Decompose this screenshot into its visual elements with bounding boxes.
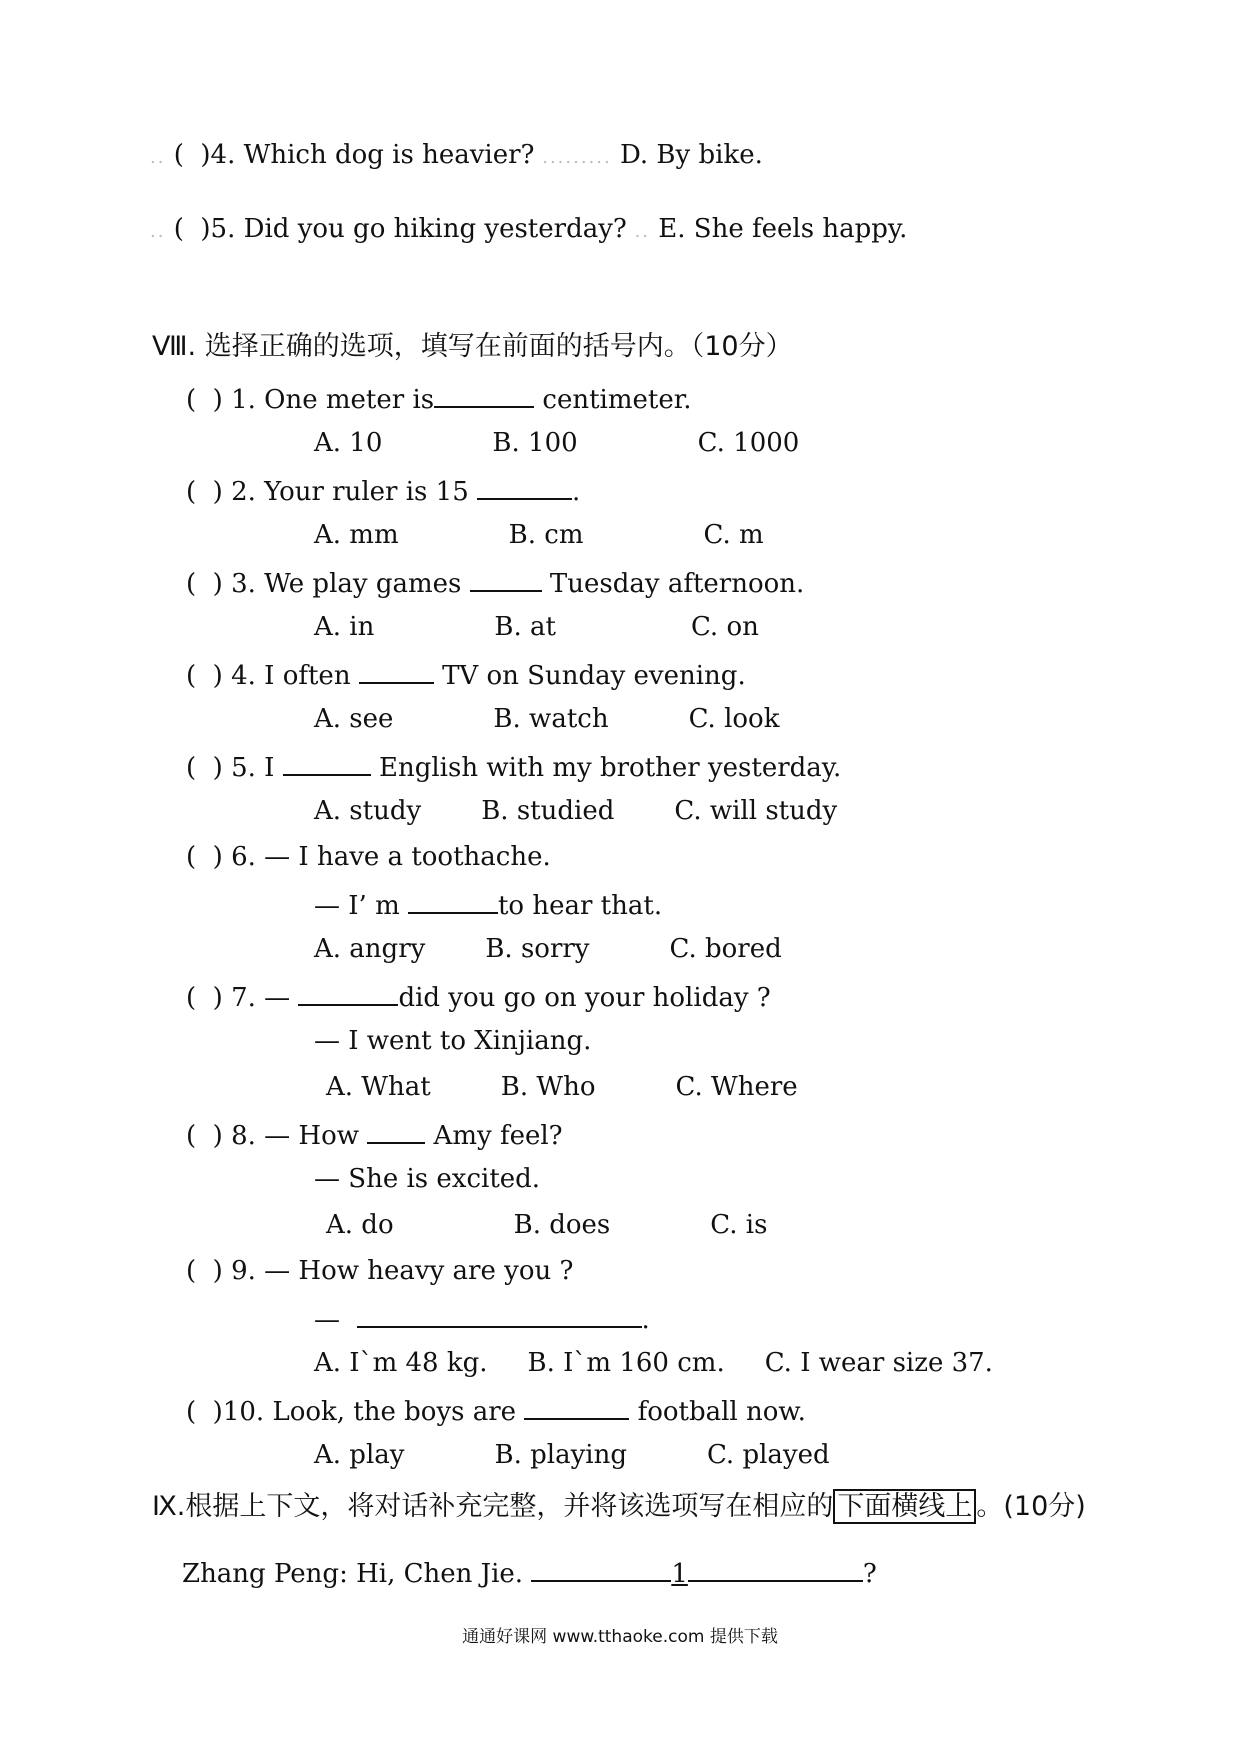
answer-blank[interactable] <box>359 656 434 684</box>
answer-bracket[interactable]: ( ) <box>186 983 223 1013</box>
question-5: ( ) 5. I English with my brother yesterday. <box>186 748 841 785</box>
question-10-options: A. play B. playing C. played <box>314 1440 830 1470</box>
matching-item-5: .. ( )5. Did you go hiking yesterday? .. E. She feels happy. <box>150 214 908 244</box>
question-7-options: A. What B. Who C. Where <box>326 1072 798 1102</box>
question-9-response: — . <box>314 1300 650 1337</box>
question-9-options: A. I`m 48 kg. B. I`m 160 cm. C. I wear size 37. <box>314 1348 993 1378</box>
question-9: ( ) 9. — How heavy are you ? <box>186 1256 574 1286</box>
question-2: ( ) 2. Your ruler is 15 . <box>186 472 580 509</box>
answer-bracket[interactable]: ( ) <box>173 214 211 244</box>
answer-blank[interactable] <box>434 380 534 408</box>
question-10: ( )10. Look, the boys are football now. <box>186 1392 806 1429</box>
question-3: ( ) 3. We play games Tuesday afternoon. <box>186 564 804 601</box>
answer-bracket[interactable]: ( ) <box>186 1121 223 1151</box>
answer-bracket[interactable]: ( ) <box>186 661 223 691</box>
answer-bracket[interactable]: ( ) <box>186 477 223 507</box>
question-8-options: A. do B. does C. is <box>326 1210 768 1240</box>
answer-blank[interactable] <box>470 564 542 592</box>
question-3-options: A. in B. at C. on <box>314 612 759 642</box>
dialog-line-1: Zhang Peng: Hi, Chen Jie. 1 ? <box>182 1554 877 1591</box>
question-2-options: A. mm B. cm C. m <box>314 520 764 550</box>
section-8-heading: Ⅷ. 选择正确的选项，填写在前面的括号内。（10分） <box>152 331 793 362</box>
question-1-options: A. 10 B. 100 C. 1000 <box>314 428 800 458</box>
answer-blank[interactable] <box>524 1392 629 1420</box>
question-7-response: — I went to Xinjiang. <box>314 1026 592 1056</box>
question-5-options: A. study B. studied C. will study <box>314 796 838 826</box>
answer-bracket[interactable]: ( ) <box>186 385 223 415</box>
question-6-response: — I’ m to hear that. <box>314 886 662 923</box>
question-8: ( ) 8. — How Amy feel? <box>186 1116 563 1153</box>
question-7: ( ) 7. — did you go on your holiday ? <box>186 978 771 1015</box>
answer-blank[interactable] <box>357 1300 642 1328</box>
question-6-options: A. angry B. sorry C. bored <box>314 934 782 964</box>
matching-item-4: .. ( )4. Which dog is heavier? ......... D. By bike. <box>150 140 763 170</box>
answer-blank[interactable] <box>283 748 371 776</box>
answer-blank[interactable] <box>298 978 398 1006</box>
answer-bracket[interactable]: ( ) <box>186 569 223 599</box>
answer-blank[interactable] <box>531 1554 671 1582</box>
answer-blank[interactable] <box>477 472 572 500</box>
answer-bracket[interactable]: ( ) <box>186 753 223 783</box>
answer-bracket[interactable]: ( ) <box>186 1397 223 1427</box>
answer-blank[interactable] <box>367 1116 425 1144</box>
answer-bracket[interactable]: ( ) <box>173 140 211 170</box>
answer-blank[interactable] <box>408 886 498 914</box>
answer-bracket[interactable]: ( ) <box>186 1256 223 1286</box>
answer-blank[interactable] <box>688 1554 863 1582</box>
question-4-options: A. see B. watch C. look <box>314 704 780 734</box>
question-4: ( ) 4. I often TV on Sunday evening. <box>186 656 746 693</box>
section-9-heading: Ⅸ.根据上下文，将对话补充完整，并将该选项写在相应的 下面横线上 。(10分) <box>152 1491 1086 1522</box>
question-1: ( ) 1. One meter is centimeter. <box>186 380 692 417</box>
question-6: ( ) 6. — I have a toothache. <box>186 842 551 872</box>
footer: 通通好课网 www.tthaoke.com 提供下载 <box>462 1627 778 1647</box>
answer-bracket[interactable]: ( ) <box>186 842 223 872</box>
question-8-response: — She is excited. <box>314 1164 541 1194</box>
